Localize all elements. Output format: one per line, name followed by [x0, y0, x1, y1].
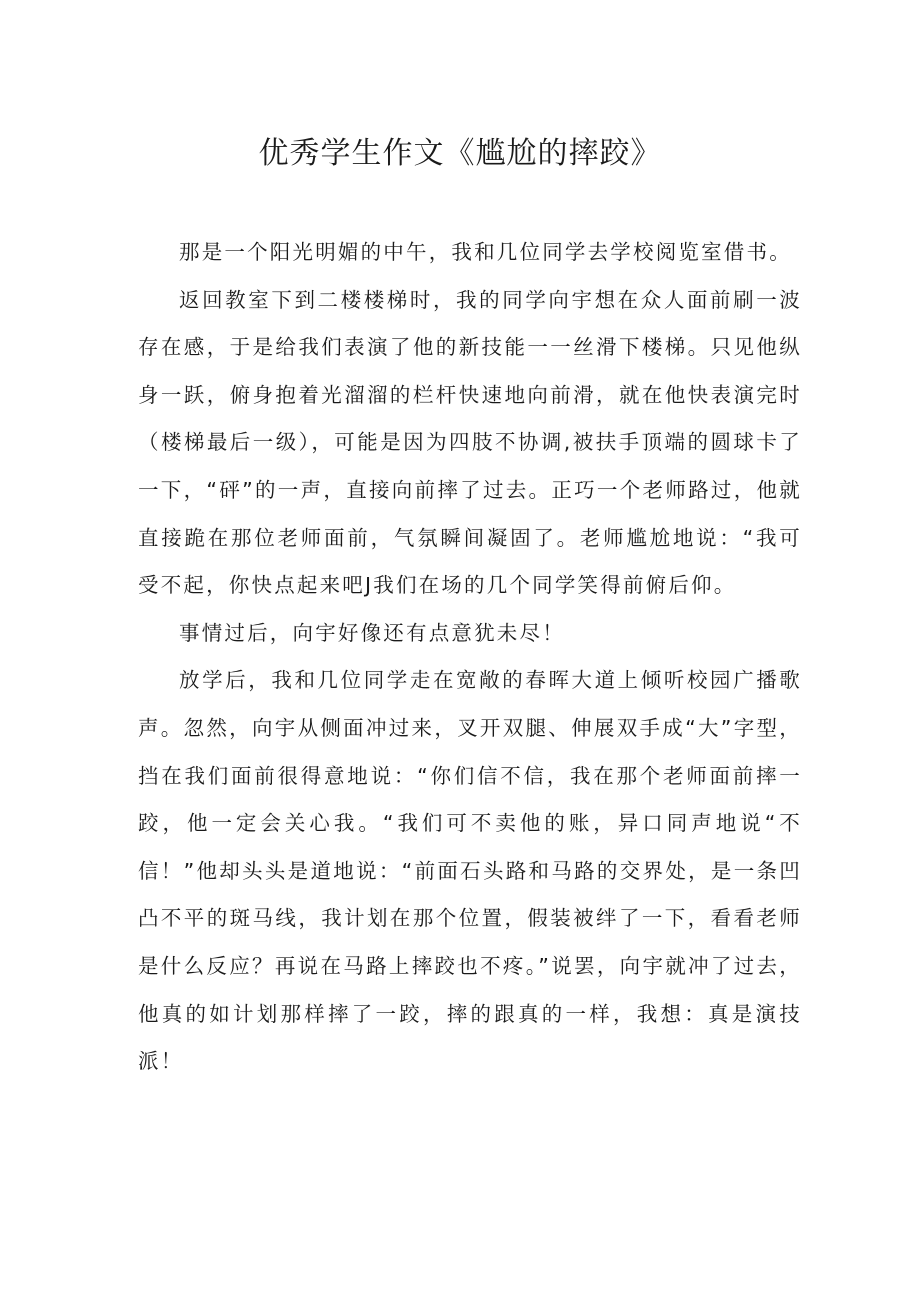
paragraph: 那是一个阳光明媚的中午，我和几位同学去学校阅览室借书。	[179, 240, 792, 264]
paragraph: 放学后，我和几位同学走在宽敞的春晖大道上倾听校园广播歌声。忽然，向宇从侧面冲过来，叉开双腿、伸展双手成“大”字型，挡在我们面前很得意地说：“你们信不信，我在那个老师面前摔一跤，他一定会关心我。“我们可不卖他的账，异口同声地说“不信！”他却头头是道地说：“前面石头路和马路的交界处，是一条凹凸不平的斑马线，我计划在那个位置，假装被绊了一下，看看老师是什么反应？再说在马路上摔跤也不疼。”说罢，向宇就冲了过去，他真的如计划那样摔了一跤，摔的跟真的一样，我想：真是演技派！	[138, 668, 802, 1074]
document-body	[138, 229, 802, 1086]
document-title: 优秀学生作文《尴尬的摔跤》	[258, 136, 662, 171]
paragraph: 返回教室下到二楼楼梯时，我的同学向宇想在众人面前刷一波存在感，于是给我们表演了他的新技能一一丝滑下楼梯。只见他纵身一跃，俯身抱着光溜溜的栏杆快速地向前滑，就在他快表演完时（楼梯最后一级），可能是因为四肢不协调,被扶手顶端的圆球卡了一下，“砰”的一声，直接向前摔了过去。正巧一个老师路过，他就直接跪在那位老师面前，气氛瞬间凝固了。老师尴尬地说：“我可受不起，你快点起来吧J我们在场的几个同学笑得前俯后仰。	[138, 287, 802, 598]
paragraph: 事情过后，向宇好像还有点意犹未尽！	[179, 620, 565, 645]
